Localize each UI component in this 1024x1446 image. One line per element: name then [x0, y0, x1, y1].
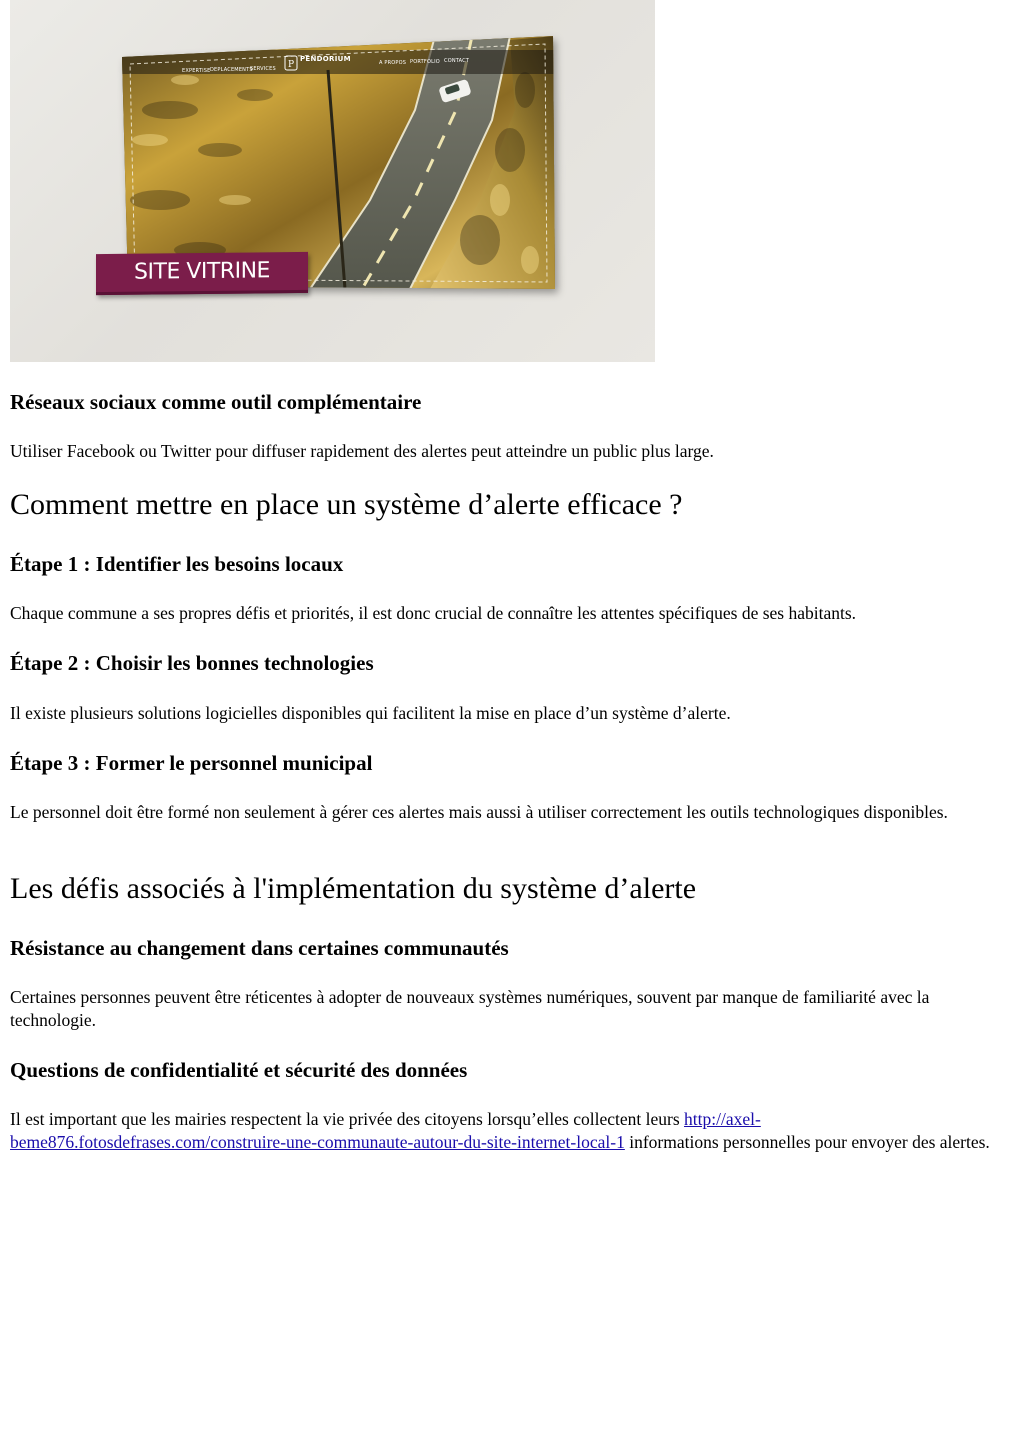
hero-image	[10, 0, 655, 362]
privacy-text-after: informations personnelles pour envoyer des alertes.	[624, 1132, 990, 1152]
step2-paragraph: Il existe plusieurs solutions logicielles disponibles qui facilitent la mise en place d’un système d’alerte.	[10, 703, 731, 723]
mockup-nav-item: PORTFOLIO	[410, 59, 440, 65]
mockup-nav-item: CONTACT	[444, 58, 470, 64]
svg-text:P: P	[288, 60, 295, 70]
mockup-nav-item: A PROPOS	[379, 60, 407, 66]
privacy-heading: Questions de confidentialité et sécurité des données	[10, 1058, 468, 1082]
privacy-paragraph	[10, 1108, 1014, 1154]
resistance-heading: Résistance au changement dans certaines communautés	[10, 936, 509, 960]
step1-heading: Étape 1 : Identifier les besoins locaux	[10, 552, 344, 576]
social-heading: Réseaux sociaux comme outil complémentaire	[10, 390, 422, 414]
mockup-nav-item: DEPLACEMENTS	[210, 67, 253, 73]
site-vitrine-label: SITE VITRINE	[96, 252, 308, 295]
mockup-nav-item: EXPERTISE	[182, 68, 211, 74]
mockup-brand-logo: PENDORIUM	[300, 55, 351, 63]
challenges-heading: Les défis associés à l'implémentation du système d’alerte	[10, 872, 697, 905]
social-paragraph: Utiliser Facebook ou Twitter pour diffuser rapidement des alertes peut atteindre un public plus large.	[10, 441, 714, 461]
step1-paragraph: Chaque commune a ses propres défis et priorités, il est donc crucial de connaître les attentes spécifiques de ses habitants.	[10, 603, 857, 623]
step3-paragraph: Le personnel doit être formé non seulement à gérer ces alertes mais aussi à utiliser correctement les outils technologiques disponibles.	[10, 802, 948, 822]
privacy-text-before: Il est important que les mairies respectent la vie privée des citoyens lorsqu’elles collectent leurs	[10, 1109, 685, 1129]
resistance-paragraph: Certaines personnes peuvent être réticentes à adopter de nouveaux systèmes numériques, souvent par manque de familiarité avec la technologie.	[10, 987, 930, 1030]
page	[10, 0, 1014, 1152]
setup-heading: Comment mettre en place un système d’alerte efficace ?	[10, 488, 683, 521]
mockup-nav-item: SERVICES	[250, 66, 276, 72]
privacy-link[interactable]: http://axel-beme876.fotosdefrases.com/construire-une-communaute-autour-du-site-internet-local-1	[10, 1109, 761, 1152]
step3-heading: Étape 3 : Former le personnel municipal	[10, 751, 373, 775]
step2-heading: Étape 2 : Choisir les bonnes technologies	[10, 651, 374, 675]
